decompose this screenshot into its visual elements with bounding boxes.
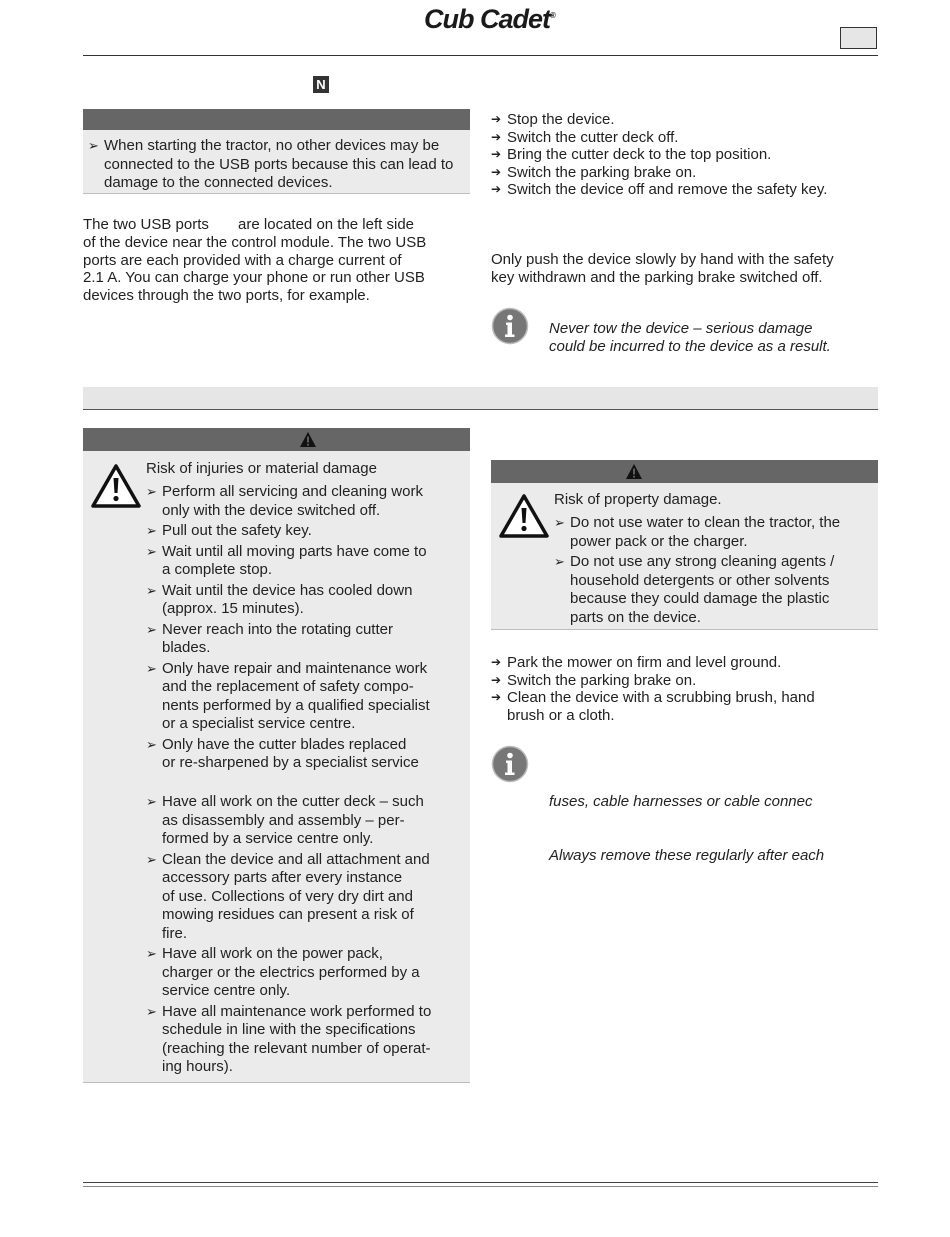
info-note-line: Always remove these regularly after each <box>549 847 825 864</box>
list-item <box>491 689 881 724</box>
list-item-line: Pull out the safety key. <box>162 522 312 539</box>
warning-small-icon <box>299 431 317 448</box>
usb-description-line: of the device near the control module. The two USB <box>83 233 427 251</box>
list-item-line: household detergents or other solvents <box>570 571 830 589</box>
check-marker-icon: ➢ <box>146 851 157 867</box>
list-item <box>554 553 876 627</box>
list-item-line: brush or a cloth. <box>507 706 615 724</box>
header-rule <box>83 55 878 56</box>
list-item-line: blades. <box>162 639 211 656</box>
list-item-line: parts on the device. <box>570 608 701 626</box>
list-item <box>491 129 881 147</box>
list-item-line: Clean the device with a scrubbing brush, hand <box>507 689 815 706</box>
list-item-line: or a specialist service centre. <box>162 715 356 732</box>
list-item-line: ing hours). <box>162 1058 233 1075</box>
check-marker-icon: ➢ <box>146 946 157 961</box>
check-marker-icon: ➢ <box>146 484 157 499</box>
list-item <box>146 660 468 734</box>
arrow-icon: ➔ <box>491 147 502 161</box>
list-item-line: (reaching the relevant number of operat- <box>162 1039 431 1057</box>
list-item <box>491 181 881 199</box>
push-line: Only push the device slowly by hand with the safety <box>491 251 834 268</box>
usb-description-line: devices through the two ports, for example. <box>83 287 370 305</box>
check-marker-icon: ➢ <box>146 621 157 637</box>
list-item <box>146 522 468 541</box>
check-marker-icon: ➢ <box>146 660 157 676</box>
warning-lead-right: Risk of property damage. <box>554 491 722 508</box>
list-item <box>491 654 881 672</box>
page-number-box <box>840 27 877 49</box>
list-item-line: Do not use any strong cleaning agents / <box>570 553 835 570</box>
list-item-line: Switch the parking brake on. <box>507 671 697 689</box>
list-item <box>491 164 881 182</box>
arrow-icon: ➔ <box>491 182 502 196</box>
section-rule <box>83 409 878 410</box>
list-item-line: Clean the device and all attachment and <box>162 850 430 868</box>
arrow-icon: ➔ <box>491 672 502 687</box>
list-item-line: only with the device switched off. <box>162 501 381 519</box>
check-marker-icon: ➢ <box>554 554 565 569</box>
list-item <box>146 736 468 773</box>
arrow-icon: ➔ <box>491 112 502 126</box>
logo-text: Cub Cadet <box>424 4 551 34</box>
stop-steps-list <box>491 111 881 199</box>
step-text: Switch the device off and remove the safety key. <box>507 181 828 198</box>
arrow-icon: ➔ <box>491 655 502 669</box>
footer-rule <box>83 1182 878 1183</box>
list-item-line: formed by a service centre only. <box>162 830 374 847</box>
usb-notice-item <box>88 137 468 193</box>
list-item-line: Perform all servicing and cleaning work <box>162 483 423 500</box>
list-item-line: Do not use water to clean the tractor, the <box>570 514 841 531</box>
section-badge: N <box>313 76 329 93</box>
list-item <box>554 514 876 551</box>
check-marker-icon: ➢ <box>146 523 157 538</box>
list-item-line: Wait until all moving parts have come to <box>162 542 427 560</box>
list-item <box>146 543 468 580</box>
warning-small-icon <box>625 463 643 480</box>
list-item-line: Have all maintenance work performed to <box>162 1002 432 1020</box>
list-item-line: a complete stop. <box>162 561 273 578</box>
list-item-line: as disassembly and assembly – per- <box>162 811 405 829</box>
step-text: Switch the cutter deck off. <box>507 128 679 146</box>
push-line: key withdrawn and the parking brake switched off. <box>491 268 823 286</box>
list-item-line: Only have the cutter blades replaced <box>162 735 407 753</box>
list-item-line: Wait until the device has cooled down <box>162 581 413 599</box>
list-item <box>146 483 468 520</box>
warning-header-bar-right <box>491 460 878 483</box>
list-item <box>146 945 468 1001</box>
check-marker-icon: ➢ <box>146 794 157 809</box>
step-text: Bring the cutter deck to the top position. <box>507 146 772 163</box>
list-item-line: charger or the electrics performed by a <box>162 963 420 981</box>
step-text: Switch the parking brake on. <box>507 163 697 181</box>
notice-header-bar <box>83 109 470 130</box>
info-note-line: fuses, cable harnesses or cable connec <box>549 793 813 810</box>
info-icon <box>491 745 529 783</box>
list-item-line: or re-sharpened by a specialist service <box>162 754 419 771</box>
list-item-line: mowing residues can present a risk of <box>162 906 414 923</box>
list-item-line: (approx. 15 minutes). <box>162 600 304 617</box>
warning-triangle-icon <box>498 493 550 539</box>
list-item <box>146 582 468 619</box>
list-item-line: of use. Collections of very dry dirt and <box>162 887 413 905</box>
arrow-icon: ➔ <box>491 129 502 144</box>
info-line: could be incurred to the device as a result. <box>549 337 831 355</box>
check-marker-icon: ➢ <box>88 138 99 153</box>
step-text: Stop the device. <box>507 111 615 128</box>
check-marker-icon: ➢ <box>146 1003 157 1019</box>
push-instructions <box>491 251 881 287</box>
list-item <box>146 1003 468 1077</box>
warning-triangle-icon <box>90 463 142 509</box>
logo-registered-mark: ® <box>550 11 556 20</box>
usb-description-line: The two USB ports are located on the left side <box>83 216 415 233</box>
list-item-line: Have all work on the power pack, <box>162 945 383 962</box>
list-item-line: Only have repair and maintenance work <box>162 659 428 677</box>
list-item <box>146 621 468 658</box>
list-item-line: Have all work on the cutter deck – such <box>162 793 424 810</box>
list-item-line: fire. <box>162 924 188 942</box>
list-item-line: nents performed by a qualified specialist <box>162 696 430 714</box>
list-item-line: Park the mower on firm and level ground. <box>507 654 782 671</box>
usb-description <box>83 216 483 305</box>
arrow-icon: ➔ <box>491 164 502 179</box>
list-item <box>146 851 468 944</box>
list-item <box>146 793 468 849</box>
list-item-line: power pack or the charger. <box>570 532 748 550</box>
info-note-tow <box>549 320 879 356</box>
check-marker-icon: ➢ <box>146 736 157 752</box>
usb-description-line: ports are each provided with a charge current of <box>83 251 402 269</box>
arrow-icon: ➔ <box>491 690 502 704</box>
usb-notice-text: When starting the tractor, no other devices may be connected to the USB ports because this can lead to damage to the connected devices. <box>104 137 454 191</box>
list-item <box>491 111 881 129</box>
list-item-line: accessory parts after every instance <box>162 869 403 886</box>
section-title-bar <box>83 387 878 409</box>
warning-header-bar <box>83 428 470 451</box>
list-item <box>491 146 881 164</box>
info-icon <box>491 307 529 345</box>
check-marker-icon: ➢ <box>146 582 157 598</box>
list-item-line: because they could damage the plastic <box>570 590 830 607</box>
check-marker-icon: ➢ <box>554 515 565 530</box>
info-line: Never tow the device – serious damage <box>549 320 813 337</box>
list-item-line: and the replacement of safety compo- <box>162 678 414 695</box>
footer-rule-thin <box>83 1186 878 1187</box>
brand-logo <box>400 4 580 34</box>
list-item-line: service centre only. <box>162 982 291 999</box>
list-item-line: schedule in line with the specifications <box>162 1021 416 1038</box>
warning-lead-left: Risk of injuries or material damage <box>146 460 377 477</box>
check-marker-icon: ➢ <box>146 543 157 559</box>
list-item <box>491 672 881 690</box>
usb-description-line: 2.1 A. You can charge your phone or run other USB <box>83 269 425 287</box>
list-item-line: Never reach into the rotating cutter <box>162 620 393 638</box>
